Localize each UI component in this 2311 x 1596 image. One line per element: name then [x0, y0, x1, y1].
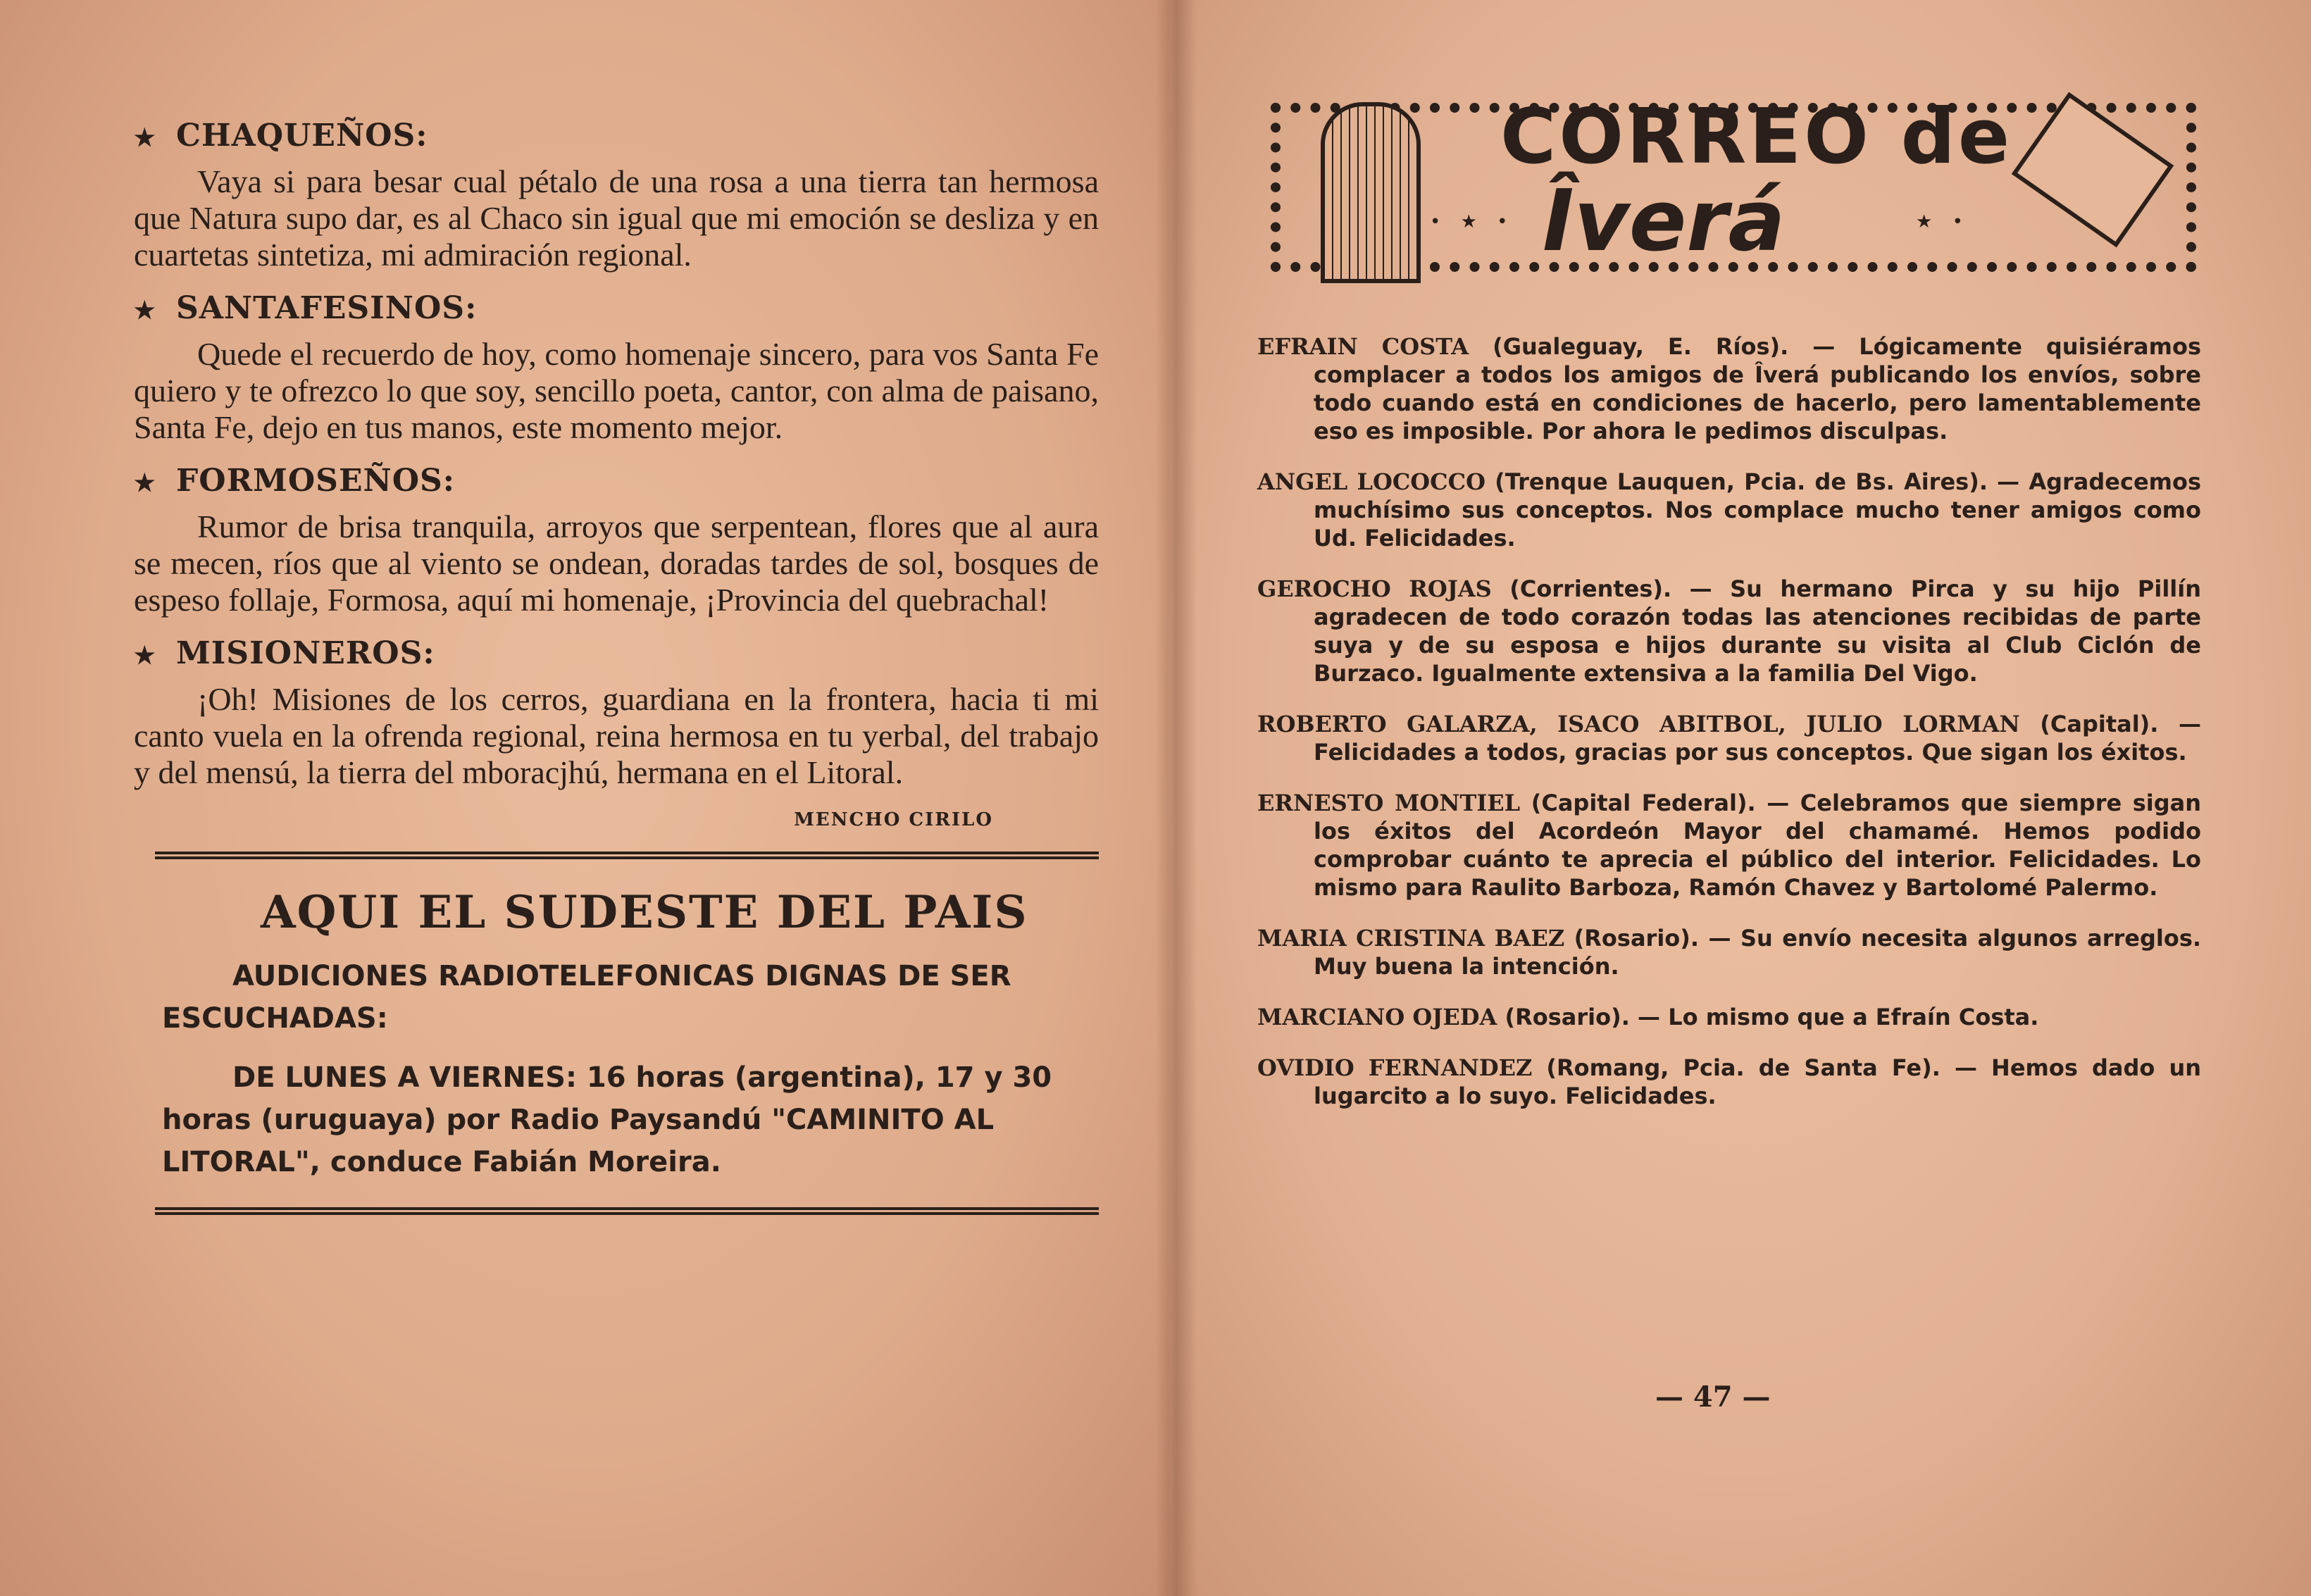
star-icon: ★	[134, 642, 156, 670]
entry-name: MARIA CRISTINA BAEZ	[1257, 925, 1565, 952]
book-gutter	[1155, 0, 1197, 1596]
entry-place: (Gualeguay, E. Ríos). —	[1469, 333, 1860, 360]
entry-place: (Rosario). —	[1497, 1004, 1669, 1030]
star-icon: ★	[134, 124, 156, 152]
banner-line1: CORREO de	[1500, 93, 2013, 181]
notice-body-lead: DE LUNES A VIERNES:	[232, 1061, 577, 1094]
section-heading	[134, 289, 1099, 330]
letter-entry	[1257, 468, 2201, 552]
left-column	[134, 116, 1099, 1240]
entry-name: EFRAIN COSTA	[1257, 333, 1469, 360]
notice-body	[134, 1056, 1099, 1183]
star-icon: ★	[134, 297, 156, 325]
letter-entry	[1257, 789, 2201, 902]
entry-place: (Capital Federal). —	[1520, 790, 1800, 816]
entry-text: Su envío necesita algunos arreglos. Muy buena la intención.	[1314, 925, 2202, 980]
stars-decoration: • ★ •	[1430, 211, 1515, 232]
divider	[155, 852, 1099, 859]
section-heading	[134, 634, 1099, 675]
letters-list	[1257, 332, 2201, 1110]
entry-text: Hemos dado un lugarcito a lo suyo. Felicidades.	[1314, 1054, 2202, 1109]
notice-title: AQUI EL SUDESTE DEL PAIS	[261, 886, 1028, 939]
section-heading	[134, 461, 1099, 503]
heading-text: SANTAFESINOS:	[176, 290, 478, 326]
stars-decoration: ★ •	[1916, 211, 1970, 232]
entry-text: Lógicamente quisiéramos complacer a todos los amigos de Îverá publicando los envíos, sobre todo cuando está en condiciones de hacerlo, pero lamentablemente eso es imposible. Por ahora le pedimos disculpas.	[1314, 333, 2202, 444]
mailbox-icon	[1321, 102, 1421, 283]
letter-entry	[1257, 924, 2201, 980]
section-text: Rumor de brisa tranquila, arroyos que serpentean, flores que al aura se mecen, ríos que al viento se ondean, doradas tardes de sol, bosques de espeso follaje, Formosa, aquí mi homenaje, ¡Provincia del quebrachal!	[134, 509, 1099, 618]
entry-name: OVIDIO FERNANDEZ	[1257, 1054, 1533, 1081]
entry-text: Felicidades a todos, gracias por sus conceptos. Que sigan los éxitos.	[1314, 739, 2187, 766]
notice-subtitle: AUDICIONES RADIOTELEFONICAS DIGNAS DE SER ESCUCHADAS:	[162, 960, 1011, 1035]
entry-place: (Trenque Lauquen, Pcia. de Bs. Aires). —	[1485, 468, 2029, 495]
signature: MENCHO CIRILO	[794, 809, 993, 830]
entry-place: (Capital). —	[2019, 711, 2201, 737]
entry-text: Agradecemos muchísimo sus conceptos. Nos complace mucho tener amigos como Ud. Felicidades.	[1314, 468, 2202, 551]
entry-text: Su hermano Pirca y su hijo Pillín agradecen de todo corazón todas las atenciones recibidas de parte suya y de su esposa e hijos durante su visita al Club Ciclón de Burzaco. Igualmente extensiva a la familia Del Vigo.	[1314, 575, 2201, 687]
page-number: — 47 —	[1655, 1380, 1771, 1414]
heading-text: FORMOSEÑOS:	[176, 463, 456, 499]
entry-text: Lo mismo que a Efraín Costa.	[1668, 1004, 2039, 1030]
entry-name: GEROCHO ROJAS	[1257, 575, 1492, 602]
section-heading	[134, 116, 1099, 158]
entry-name: ROBERTO GALARZA, ISACO ABITBOL, JULIO LORMAN	[1257, 711, 2020, 737]
letter-entry	[1257, 575, 2201, 687]
divider	[155, 1207, 1099, 1215]
star-icon: ★	[134, 469, 156, 497]
entry-text: Celebramos que siempre sigan los éxitos del Acordeón Mayor del chamamé. Hemos podido comprobar cuánto te aprecia el público del interior. Felicidades. Lo mismo para Raulito Barboza, Ramón Chavez y Bartolomé Palermo.	[1314, 790, 2202, 901]
section-text: Quede el recuerdo de hoy, como homenaje sincero, para vos Santa Fe quiero y te ofrezco lo que soy, sencillo poeta, cantor, con alma de paisano, Santa Fe, dejo en tus manos, este momento mejor.	[134, 336, 1099, 445]
section-text: ¡Oh! Misiones de los cerros, guardiana en la frontera, hacia ti mi canto vuela en la ofrenda regional, reina hermosa en tu yerbal, del trabajo y del mensú, la tierra del mboracjhú, hermana en el Litoral.	[134, 681, 1099, 790]
entry-name: ANGEL LOCOCCO	[1257, 468, 1485, 495]
heading-text: MISIONEROS:	[176, 635, 435, 671]
letter-entry	[1257, 332, 2201, 445]
letter-entry	[1257, 1054, 2201, 1110]
letter-entry	[1257, 710, 2201, 766]
entry-place: (Rosario). —	[1564, 925, 1740, 952]
entry-place: (Corrientes). —	[1491, 575, 1731, 602]
banner-line2: Îverá	[1543, 173, 1786, 270]
letter-entry	[1257, 1003, 2201, 1031]
entry-name: MARCIANO OJEDA	[1257, 1004, 1497, 1030]
heading-text: CHAQUEÑOS:	[176, 118, 428, 154]
entry-name: ERNESTO MONTIEL	[1257, 790, 1521, 816]
notice-body-text: 16 horas (argentina), 17 y 30 horas (uruguaya) por Radio Paysandú "CAMINITO AL LITORAL", conduce Fabián Moreira.	[162, 1061, 1052, 1178]
entry-place: (Romang, Pcia. de Santa Fe). —	[1532, 1054, 1992, 1081]
section-text: Vaya si para besar cual pétalo de una rosa a una tierra tan hermosa que Natura supo dar, es al Chaco sin igual que mi emoción se desliza y en cuartetas sintetiza, mi admiración regional.	[134, 163, 1099, 273]
